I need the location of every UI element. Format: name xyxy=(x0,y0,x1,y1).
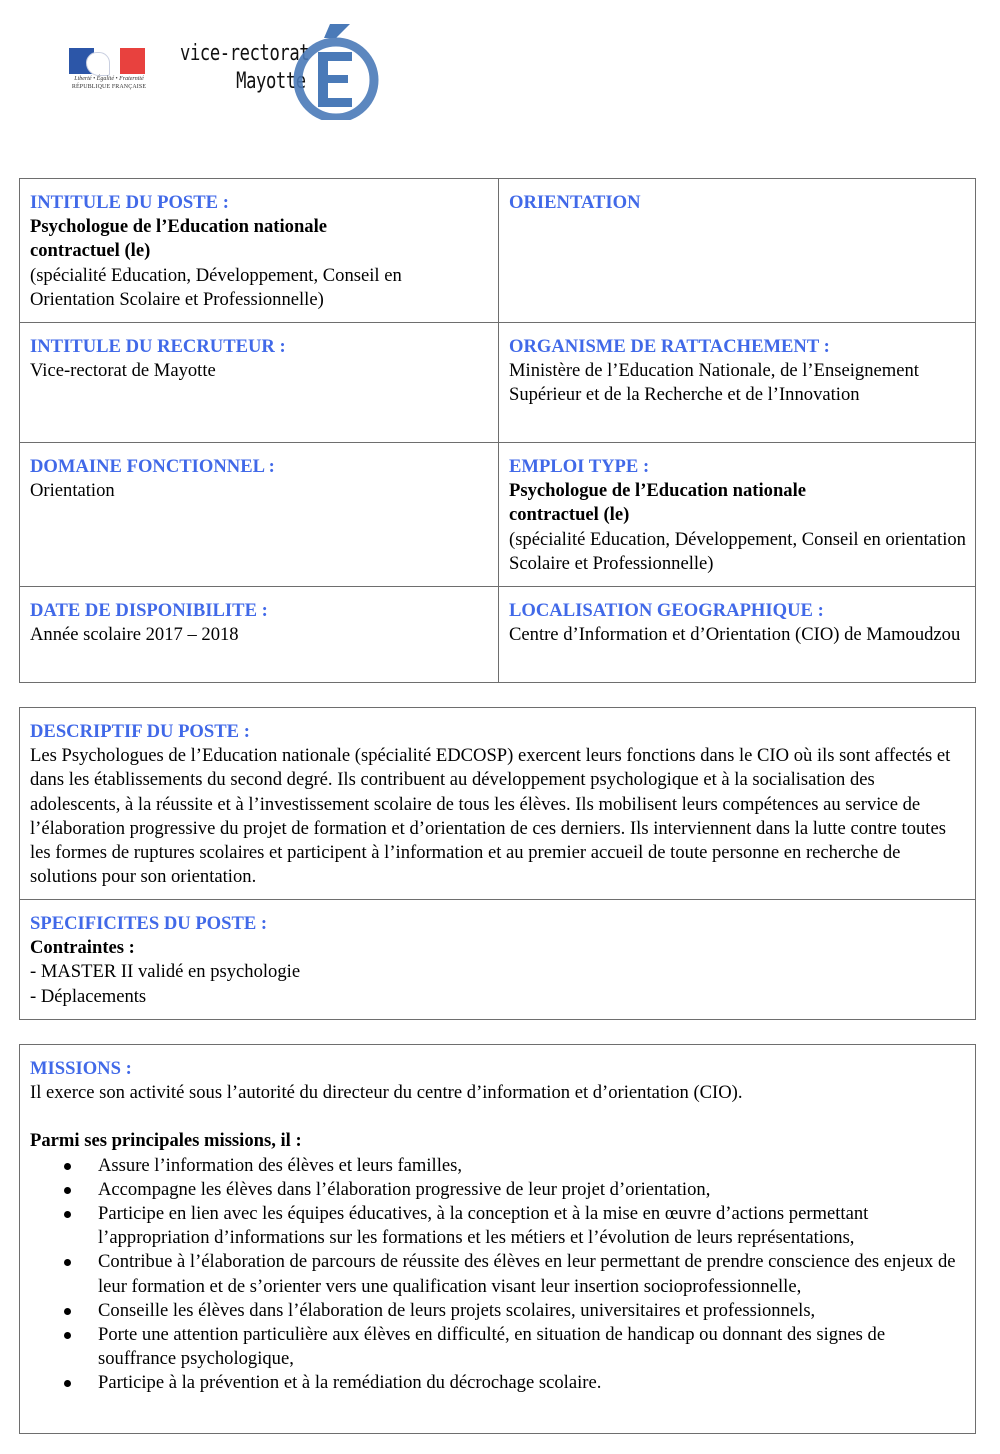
label-intitule-recruteur: INTITULE DU RECRUTEUR : xyxy=(30,336,286,357)
poste-title-line1: Psychologue de l’Education nationale xyxy=(30,216,328,238)
list-item xyxy=(30,1323,965,1371)
recruteur-value: Vice-rectorat de Mayotte xyxy=(30,360,216,382)
bullet-icon xyxy=(64,1308,71,1315)
label-orientation: ORIENTATION xyxy=(509,192,641,213)
missions-subtitle: Parmi ses principales missions, il : xyxy=(30,1130,302,1152)
label-descriptif: DESCRIPTIF DU POSTE : xyxy=(30,721,250,742)
vice-rectorat-line2: Mayotte xyxy=(236,69,306,94)
bullet-icon xyxy=(64,1380,71,1387)
emploi-title-line1: Psychologue de l’Education nationale xyxy=(509,480,807,502)
contrainte-item: - Déplacements xyxy=(30,985,147,1007)
cell-intitule-recruteur xyxy=(20,323,499,443)
mission-text: Participe en lien avec les équipes éducatives, à la conception et à la mise en œuvre d’actions permettant l’appropriation d’informations sur les formations et les métiers et l’évolution de leurs représentations, xyxy=(98,1203,869,1249)
section-specificites xyxy=(20,900,975,1009)
organisme-value: Ministère de l’Education Nationale, de l’Enseignement Supérieur et de la Recherche et de l’Innovation xyxy=(509,360,919,406)
missions-intro: Il exerce son activité sous l’autorité du directeur du centre d’information et d’orientation (CIO). xyxy=(30,1082,743,1104)
date-disponibilite-value: Année scolaire 2017 – 2018 xyxy=(30,624,239,646)
list-item xyxy=(30,1299,965,1323)
bullet-icon xyxy=(64,1332,71,1339)
bullet-icon xyxy=(64,1187,71,1194)
emploi-detail: (spécialité Education, Développement, Conseil en orientation Scolaire et Professionnelle) xyxy=(509,528,966,574)
document-header xyxy=(0,0,1000,140)
list-item xyxy=(30,1250,965,1298)
french-flag-icon xyxy=(69,48,145,74)
label-intitule-poste: INTITULE DU POSTE : xyxy=(30,192,229,213)
mission-text: Participe à la prévention et à la remédiation du décrochage scolaire. xyxy=(98,1372,602,1394)
label-missions: MISSIONS : xyxy=(30,1058,132,1079)
poste-title-line2: contractuel (le) xyxy=(30,240,151,262)
emploi-title-line2: contractuel (le) xyxy=(509,504,630,526)
label-specificites: SPECIFICITES DU POSTE : xyxy=(30,913,268,934)
domaine-value: Orientation xyxy=(30,480,115,502)
list-item xyxy=(30,1371,965,1395)
education-e-logo-icon xyxy=(292,22,380,120)
description-table xyxy=(19,707,976,1020)
list-item xyxy=(30,1154,965,1178)
republic-motto: Liberté • Égalité • Fraternité xyxy=(74,76,144,82)
label-organisme: ORGANISME DE RATTACHEMENT : xyxy=(509,336,830,357)
marianne-logo xyxy=(69,48,147,96)
vice-rectorat-wordmark xyxy=(180,40,309,96)
cell-intitule-poste xyxy=(20,179,499,323)
cell-emploi-type xyxy=(499,443,976,587)
contraintes-subtitle: Contraintes : xyxy=(30,937,135,959)
vice-rectorat-line1: vice-rectorat xyxy=(180,41,310,66)
mission-text: Porte une attention particulière aux élèves en difficulté, en situation de handicap ou donnant des signes de souffrance psychologique, xyxy=(98,1324,886,1370)
mission-text: Contribue à l’élaboration de parcours de réussite des élèves en leur permettant de prendre conscience des enjeux de leur formation et de s’orienter vers une qualification visant leur insertion socioprofessionnelle, xyxy=(98,1251,956,1297)
mission-text: Assure l’information des élèves et leurs familles, xyxy=(98,1154,463,1176)
contrainte-item: - MASTER II validé en psychologie xyxy=(30,961,301,983)
list-item xyxy=(30,1202,965,1250)
section-descriptif xyxy=(20,708,975,900)
cell-date-disponibilite xyxy=(20,587,499,682)
republic-name: RÉPUBLIQUE FRANÇAISE xyxy=(71,84,147,90)
label-emploi-type: EMPLOI TYPE : xyxy=(509,456,650,477)
label-localisation: LOCALISATION GEOGRAPHIQUE : xyxy=(509,600,824,621)
cell-domaine xyxy=(20,443,499,587)
missions-table xyxy=(19,1044,976,1434)
label-date-disponibilite: DATE DE DISPONIBILITE : xyxy=(30,600,268,621)
bullet-icon xyxy=(64,1163,71,1170)
descriptif-text: Les Psychologues de l’Education nationale (spécialité EDCOSP) exercent leurs fonctions dans le CIO où ils sont affectés et dans les établissements du second degré. Ils contribuent au développement psychologique et à la socialisation des adolescents, à la réussite et à l’investissement scolaire de tous les élèves. Ils mobilisent leurs compétences au service de l’élaboration progressive du projet de formation et d’orientation de ces derniers. Ils interviennent dans la lutte contre toutes les formes de ruptures scolaires et participent à l’information et au premier accueil de toute personne en recherche de solutions pour son orientation. xyxy=(30,745,951,888)
cell-orientation xyxy=(499,179,976,323)
list-item xyxy=(30,1178,965,1202)
poste-detail: (spécialité Education, Développement, Conseil en Orientation Scolaire et Professionnelle) xyxy=(30,264,402,310)
label-domaine: DOMAINE FONCTIONNEL : xyxy=(30,456,275,477)
mission-text: Accompagne les élèves dans l’élaboration progressive de leur projet d’orientation, xyxy=(98,1178,711,1200)
localisation-value: Centre d’Information et d’Orientation (CIO) de Mamoudzou xyxy=(509,624,961,646)
bullet-icon xyxy=(64,1259,71,1266)
bullet-icon xyxy=(64,1211,71,1218)
cell-organisme xyxy=(499,323,976,443)
cell-localisation xyxy=(499,587,976,682)
mission-text: Conseille les élèves dans l’élaboration de leurs projets scolaires, universitaires et professionnels, xyxy=(98,1299,816,1321)
missions-list xyxy=(30,1154,965,1396)
job-info-table xyxy=(19,178,976,683)
